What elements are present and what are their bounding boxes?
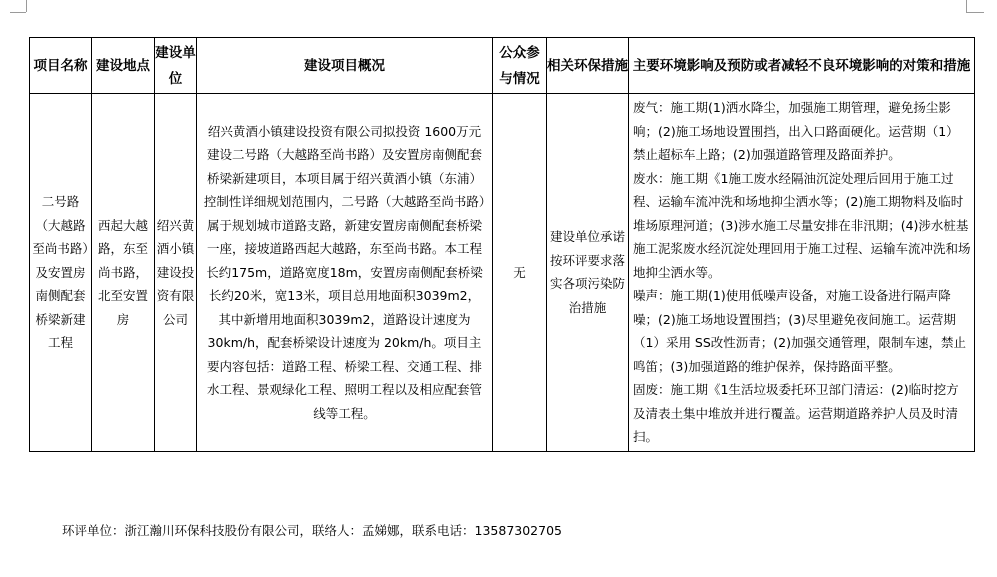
table-row	[30, 94, 975, 452]
impact-solid-waste: 固废：施工期《1生活垃圾委托环卫部门清运：(2)临时挖方及清表土集中堆放并进行覆盖。运营期道路养护人员及时清扫。	[633, 382, 959, 444]
impact-noise: 噪声：施工期(1)使用低噪声设备，对施工设备进行隔声降噪；(2)施工场地设置围挡；(3)尽里避免夜间施工。运营期（1）采用 SS改性沥青；(2)加强交通管理，限制车速，禁止鸣笛；(3)加强道路的维护保养，保持路面平整。	[633, 288, 967, 374]
eia-info-table	[29, 37, 975, 452]
cell-builder: 绍兴黄酒小镇建设投资有限公司	[155, 94, 197, 452]
cell-env-measures: 建设单位承诺按环评要求落实各项污染防治措施	[547, 94, 629, 452]
cell-participation: 无	[493, 94, 547, 452]
cell-impacts	[629, 94, 975, 452]
cell-location: 西起大越路，东至尚书路，北至安置房	[92, 94, 155, 452]
page-margin-mark	[26, 0, 27, 12]
header-participation: 公众参与情况	[493, 38, 547, 94]
header-env-measures: 相关环保措施	[547, 38, 629, 94]
cell-overview: 绍兴黄酒小镇建设投资有限公司拟投资 1600万元建设二号路（大越路至尚书路）及安置房南侧配套桥梁新建项目，本项目属于绍兴黄酒小镇（东浦）控制性详细规划范围内，二号路（大越路至尚书路）属于规划城市道路支路，新建安置房南侧配套桥梁一座，接坡道路西起大越路，东至尚书路。本工程长约175m，道路宽度18m，安置房南侧配套桥梁长约20米，宽13米，项目总用地面积3039m2，其中新增用地面积3039m2，道路设计速度为 30km/h，配套桥梁设计速度为 20km/h。项目主要内容包括：道路工程、桥梁工程、交通工程、排水工程、景观绿化工程、照明工程以及相应配套管线等工程。	[197, 94, 493, 452]
impact-air: 废气：施工期(1)洒水降尘，加强施工期管理，避免扬尘影响；(2)施工场地设置围挡，出入口路面硬化。运营期（1）禁止超标车上路；(2)加强道路管理及路面养护。	[633, 100, 959, 162]
header-overview: 建设项目概况	[197, 38, 493, 94]
table-header-row	[30, 38, 975, 94]
header-location: 建设地点	[92, 38, 155, 94]
contact-footer: 环评单位：浙江瀚川环保科技股份有限公司，联络人：孟娣娜，联系电话：13587302705	[62, 523, 562, 538]
header-project-name: 项目名称	[30, 38, 92, 94]
cell-project-name: 二号路（大越路至尚书路）及安置房南侧配套桥梁新建工程	[30, 94, 92, 452]
page-margin-mark	[966, 12, 984, 13]
impact-water: 废水：施工期《1施工废水经隔油沉淀处理后回用于施工过程、运输车流冲洗和场地抑尘洒水等；(2)施工期物料及临时堆场原理河道；(3)涉水施工尽量安排在非汛期；(4)涉水桩基施工泥浆废水经沉淀处理回用于施工过程、运输车流冲洗和场地抑尘洒水等。	[633, 170, 971, 280]
header-impacts: 主要环境影响及预防或者减轻不良环境影响的对策和措施	[629, 38, 975, 94]
header-builder: 建设单位	[155, 38, 197, 94]
page-margin-mark	[10, 12, 26, 13]
page-margin-mark	[966, 0, 967, 12]
